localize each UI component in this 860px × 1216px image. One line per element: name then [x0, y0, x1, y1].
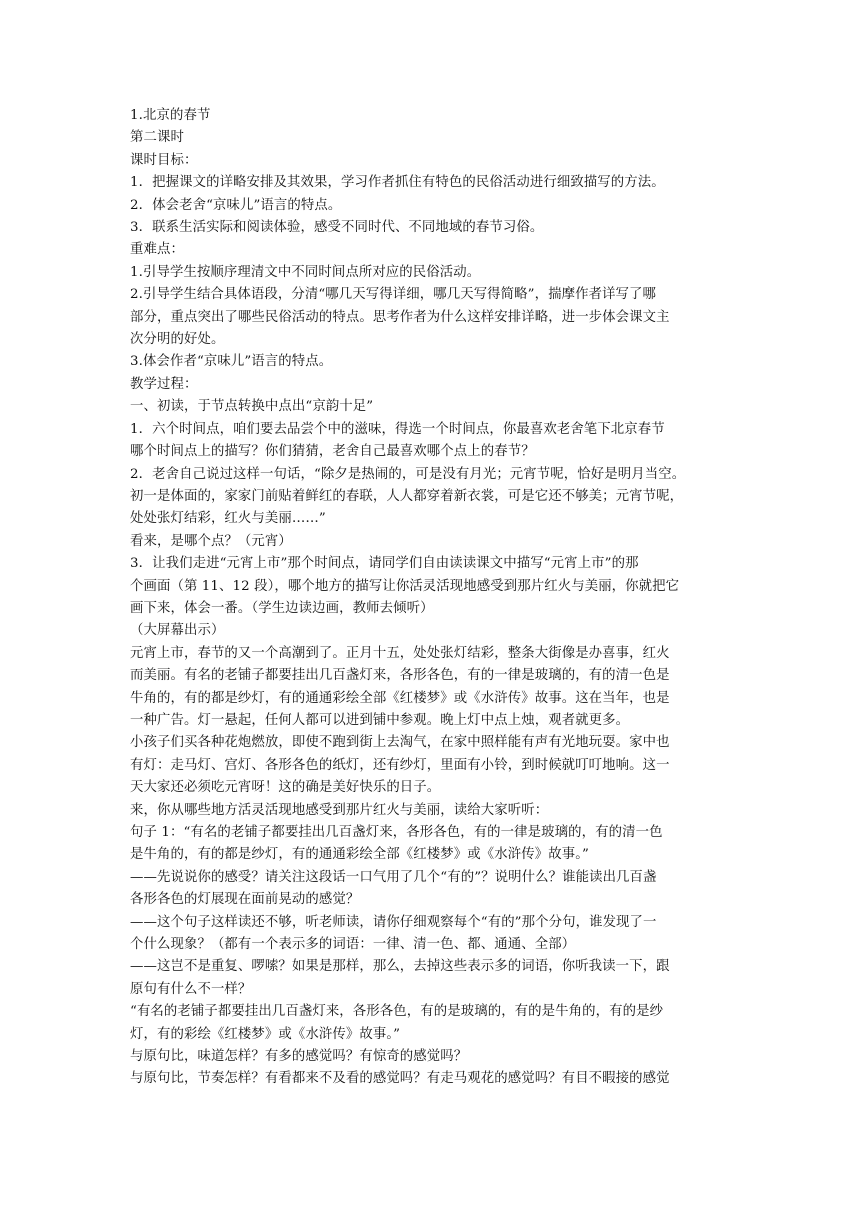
text-line: 句子 1：“有名的老铺子都要挂出几百盏灯来，各形各色，有的一律是玻璃的，有的清一色 — [130, 825, 663, 840]
text-line: 3．让我们走进“元宵上市”那个时间点，请同学们自由读读课文中描写“元宵上市”的那 — [130, 556, 639, 572]
text-line: ——先说说你的感受？请关注这段话一口气用了几个“有的”？说明什么？谁能读出几百盏 — [130, 869, 657, 885]
section-heading-process: 教学过程： — [130, 376, 198, 392]
text-line: 哪个时间点上的描写？你们猜猜，老舍自己最喜欢哪个点上的春节？ — [130, 444, 535, 460]
document-body — [130, 105, 736, 1091]
text-line: “有名的老铺子都要挂出几百盏灯来，各形各色，有的是玻璃的，有的是牛角的，有的是纱 — [130, 1004, 664, 1020]
text-line: 来，你从哪些地方活灵活现地感受到那片红火与美丽，读给大家听听： — [130, 802, 549, 818]
text-line: 2．老舍自己说过这样一句话，“除夕是热闹的，可是没有月光；元宵节呢，恰好是明月当空。 — [130, 466, 686, 482]
subsection-heading: 一、初读，于节点转换中点出“京韵十足” — [130, 399, 374, 415]
text-line: 元宵上市，春节的又一个高潮到了。正月十五，处处张灯结彩，整条大街像是办喜事，红火 — [130, 645, 670, 661]
text-line: 看来，是哪个点？（元宵） — [130, 533, 292, 549]
text-line: 而美丽。有名的老铺子都要挂出几百盏灯来，各形各色，有的一律是玻璃的，有的清一色是 — [130, 668, 670, 684]
text-line: 灯，有的彩绘《红楼梦》或《水浒传》故事。” — [130, 1026, 401, 1042]
text-line: ——这个句子这样读还不够，听老师读，请你仔细观察每个“有的”那个分句，谁发现了一 — [130, 914, 657, 930]
text-line: 原句有什么不一样？ — [130, 981, 252, 997]
text-line: 各形各色的灯展现在面前晃动的感觉？ — [130, 892, 360, 908]
text-line: 是牛角的，有的都是纱灯，有的通通彩绘全部《红楼梦》或《水浒传》故事。” — [130, 847, 589, 863]
text-line: 有灯：走马灯、宫灯、各形各色的纸灯，还有纱灯，里面有小铃，到时候就叮叮地响。这一 — [130, 757, 670, 773]
text-line: 1.引导学生按顺序理清文中不同时间点所对应的民俗活动。 — [130, 264, 481, 280]
text-line: 个什么现象？（都有一个表示多的词语：一律、清一色、都、通通、全部） — [130, 937, 576, 953]
text-line: 2．体会老舍“京味儿”语言的特点。 — [130, 197, 342, 213]
text-line: 小孩子们买各种花炮燃放，即使不跑到街上去淘气，在家中照样能有声有光地玩耍。家中也 — [130, 735, 670, 751]
text-line: 次分明的好处。 — [130, 332, 225, 348]
text-line: 个画面（第 11、12 段），哪个地方的描写让你活灵活现地感受到那片红火与美丽，你就把它 — [130, 578, 680, 594]
text-line: 3．联系生活实际和阅读体验，感受不同时代、不同地域的春节习俗。 — [130, 220, 544, 236]
text-line: 3.体会作者“京味儿”语言的特点。 — [130, 354, 333, 370]
text-line: （大屏幕出示） — [130, 623, 225, 639]
document-title: 1.北京的春节 — [130, 108, 211, 123]
text-line: 一种广告。灯一悬起，任何人都可以进到铺中参观。晚上灯中点上烛，观者就更多。 — [130, 712, 630, 728]
text-line: 画下来，体会一番。（学生边读边画，教师去倾听） — [130, 600, 434, 616]
text-line: 2.引导学生结合具体语段，分清“哪几天写得详细，哪几天写得简略”，揣摩作者详写了哪 — [130, 287, 657, 303]
text-line: 1．六个时间点，咱们要去品尝个中的滋味，得选一个时间点，你最喜欢老舍笔下北京春节 — [130, 421, 665, 437]
text-line: ——这岂不是重复、啰嗦？如果是那样，那么，去掉这些表示多的词语，你听我读一下，跟 — [130, 959, 670, 975]
section-heading-goals: 课时目标： — [130, 152, 198, 168]
text-line: 1．把握课文的详略安排及其效果，学习作者抓住有特色的民俗活动进行细致描写的方法。 — [130, 175, 665, 191]
text-line: 初一是体面的，家家门前贴着鲜红的春联，人人都穿着新衣裳，可是它还不够美；元宵节呢， — [130, 488, 684, 504]
text-line: 处处张灯结彩，红火与美丽……” — [130, 511, 326, 527]
text-line: 与原句比，节奏怎样？有看都来不及看的感觉吗？有走马观花的感觉吗？有目不暇接的感觉 — [130, 1071, 670, 1087]
text-line: 天大家还必须吃元宵呀！这的确是美好快乐的日子。 — [130, 780, 441, 796]
lesson-period: 第二课时 — [130, 130, 184, 146]
text-line: 牛角的，有的都是纱灯，有的通通彩绘全部《红楼梦》或《水浒传》故事。这在当年，也是 — [130, 690, 670, 706]
text-line: 部分，重点突出了哪些民俗活动的特点。思考作者为什么这样安排详略，进一步体会课文主 — [130, 309, 670, 325]
section-heading-key-points: 重难点： — [130, 242, 184, 258]
text-line: 与原句比，味道怎样？有多的感觉吗？有惊奇的感觉吗？ — [130, 1049, 468, 1065]
